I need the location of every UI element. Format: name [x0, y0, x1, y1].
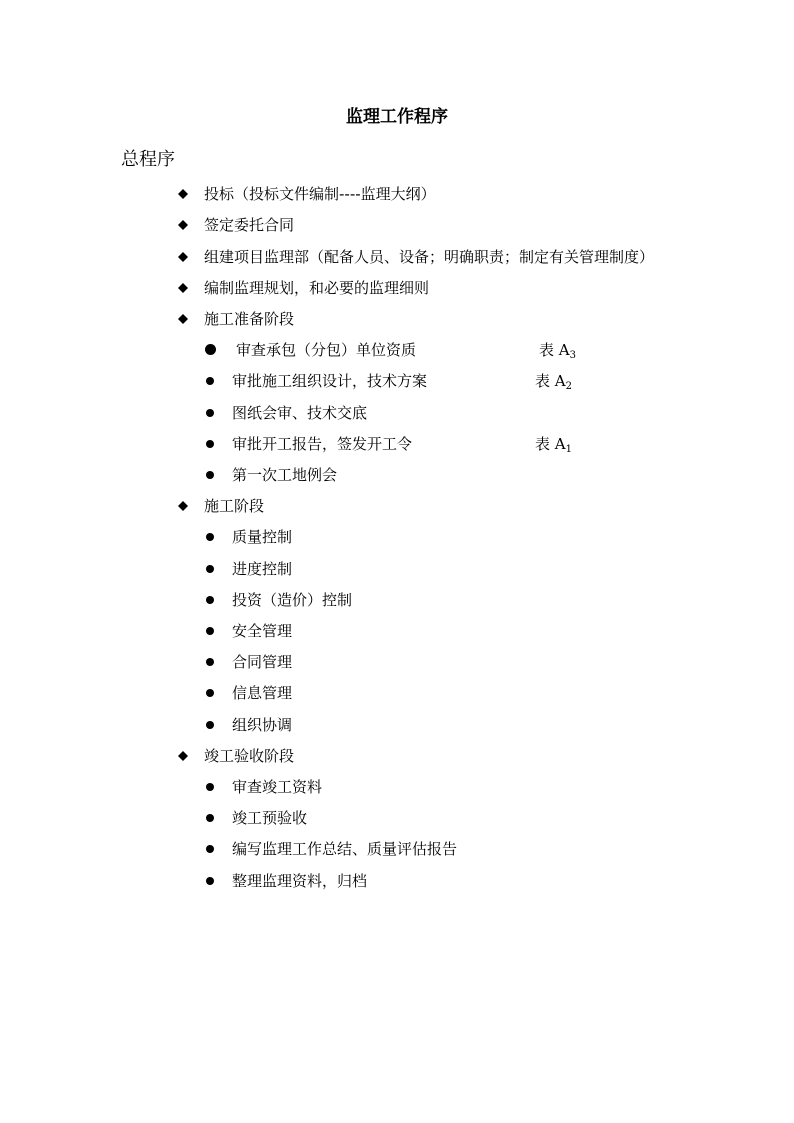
circle-bullet-icon	[206, 440, 214, 448]
stage-label: 施工阶段	[204, 497, 265, 515]
form-subscript: 3	[569, 350, 576, 361]
diamond-bullet-icon	[178, 751, 188, 761]
stage-label: 组建项目监理部（配备人员、设备；明确职责；制定有关管理制度）	[204, 248, 655, 266]
form-reference	[535, 370, 572, 392]
form-reference	[535, 433, 572, 455]
sub-item-label: 图纸会审、技术交底	[232, 404, 368, 422]
sub-item-label: 审查承包（分包）单位资质	[236, 341, 417, 359]
section-title: 总程序	[121, 149, 175, 170]
circle-bullet-icon	[206, 689, 214, 697]
stage-label: 施工准备阶段	[204, 310, 295, 328]
stage-label: 投标（投标文件编制----监理大纲）	[204, 185, 436, 203]
sub-item-label: 竣工预验收	[232, 809, 308, 827]
form-label: 表 A	[535, 435, 566, 453]
circle-bullet-icon	[206, 596, 214, 604]
diamond-bullet-icon	[178, 189, 188, 199]
diamond-bullet-icon	[178, 220, 188, 230]
circle-bullet-icon	[206, 877, 214, 885]
circle-bullet-icon	[206, 533, 214, 541]
form-subscript: 1	[565, 444, 572, 455]
diamond-bullet-icon	[178, 501, 188, 511]
sub-item-label: 整理监理资料，归档	[232, 872, 368, 890]
sub-item-label: 进度控制	[232, 560, 293, 578]
sub-item-label: 投资（造价）控制	[232, 591, 353, 609]
sub-item-label: 编写监理工作总结、质量评估报告	[232, 840, 458, 858]
sub-item-label: 质量控制	[232, 528, 293, 546]
form-reference	[539, 339, 576, 361]
stage-label: 竣工验收阶段	[204, 747, 295, 765]
circle-bullet-icon	[206, 565, 214, 573]
form-label: 表 A	[535, 372, 566, 390]
circle-bullet-icon	[206, 471, 214, 479]
sub-item-label: 信息管理	[232, 684, 293, 702]
sub-item-label: 审批开工报告，签发开工令	[232, 435, 413, 453]
form-label: 表 A	[539, 341, 570, 359]
sub-item-label: 审批施工组织设计，技术方案	[232, 372, 428, 390]
sub-item-label: 安全管理	[232, 622, 293, 640]
circle-bullet-icon	[206, 658, 214, 666]
sub-item-label: 合同管理	[232, 653, 293, 671]
circle-bullet-icon	[206, 627, 214, 635]
page-title: 监理工作程序	[346, 107, 448, 127]
circle-bullet-icon	[206, 783, 214, 791]
circle-bullet-icon	[206, 377, 214, 385]
stage-label: 签定委托合同	[204, 216, 295, 234]
sub-item-label: 第一次工地例会	[232, 466, 338, 484]
diamond-bullet-icon	[178, 314, 188, 324]
circle-bullet-icon	[206, 845, 214, 853]
circle-bullet-icon	[206, 721, 214, 729]
circle-bullet-icon	[206, 409, 214, 417]
sub-item-label: 组织协调	[232, 716, 293, 734]
stage-label: 编制监理规划，和必要的监理细则	[204, 279, 430, 297]
sub-item-label: 审查竣工资料	[232, 778, 323, 796]
form-subscript: 2	[565, 381, 572, 392]
diamond-bullet-icon	[178, 283, 188, 293]
diamond-bullet-icon	[178, 252, 188, 262]
circle-bullet-icon	[205, 344, 216, 355]
circle-bullet-icon	[206, 814, 214, 822]
